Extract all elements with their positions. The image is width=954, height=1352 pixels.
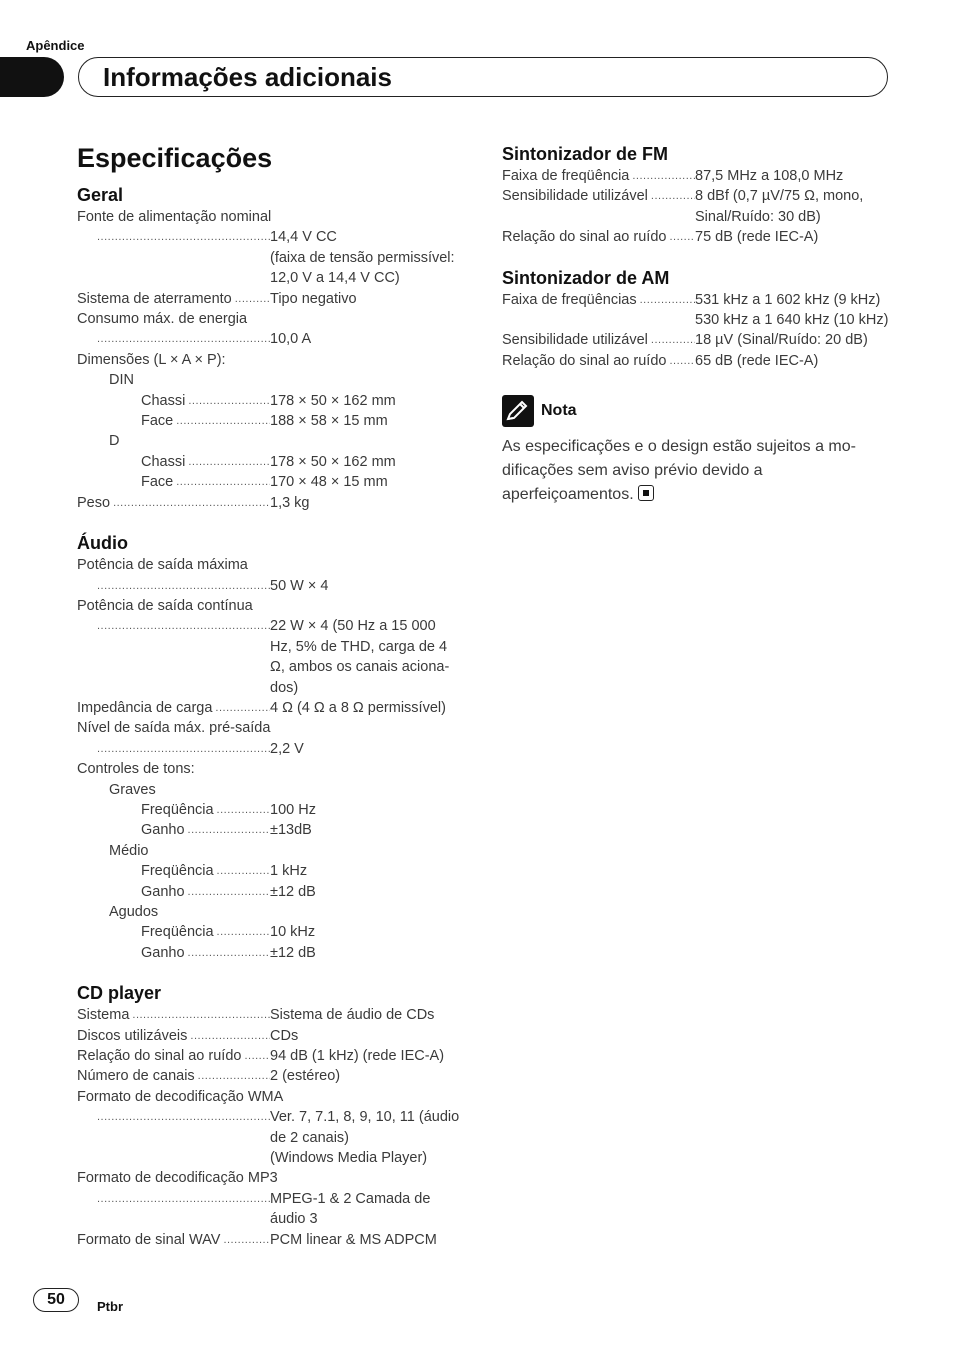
spec-value: 12,0 V a 14,4 V CC) — [270, 270, 400, 287]
note-header — [502, 395, 892, 427]
left-column — [77, 183, 467, 1250]
spec-value: 10,0 A — [270, 331, 312, 348]
spec-value: Ver. 7, 7.1, 8, 9, 10, 11 (áudio — [270, 1109, 460, 1126]
spec-label: Freqüência — [141, 863, 214, 880]
spec-label: Discos utilizáveis — [77, 1027, 188, 1044]
section-title-audio: Áudio — [77, 533, 128, 554]
spec-value: 14,4 V CC — [270, 229, 337, 246]
note-label: Nota — [541, 402, 577, 420]
spec-label: Potência de saída contínua — [77, 597, 253, 614]
leader-dots — [97, 227, 270, 247]
spec-row — [77, 207, 467, 227]
spec-label: Formato de decodificação WMA — [77, 1088, 284, 1105]
spec-value: 8 dBf (0,7 µV/75 Ω, mono, — [695, 188, 864, 205]
spec-value: 75 dB (rede IEC-A) — [695, 229, 819, 246]
end-mark-icon — [638, 485, 654, 501]
spec-value: 2 (estéreo) — [270, 1068, 341, 1085]
spec-value: MPEG-1 & 2 Camada de — [270, 1190, 431, 1207]
spec-label: Chassi — [141, 453, 186, 470]
spec-sublabel: DIN — [109, 372, 134, 389]
spec-label: Controles de tons: — [77, 761, 195, 778]
spec-label: Sistema de aterramento — [77, 290, 232, 307]
spec-row — [77, 289, 467, 309]
spec-label: Potência de saída máxima — [77, 557, 248, 574]
spec-value: 50 W × 4 — [270, 577, 329, 594]
header-bar — [78, 57, 888, 97]
spec-value: 18 µV (Sinal/Ruído: 20 dB) — [695, 332, 868, 349]
spec-value: ±13dB — [270, 822, 312, 839]
spec-label: Freqüência — [141, 924, 214, 941]
spec-value: 1 kHz — [270, 863, 308, 880]
spec-sublabel: Graves — [109, 781, 156, 798]
spec-label: Ganho — [141, 822, 185, 839]
spec-value: 94 dB (1 kHz) (rede IEC-A) — [270, 1048, 445, 1065]
spec-label: Sistema — [77, 1007, 130, 1024]
spec-value: de 2 canais) — [270, 1129, 349, 1146]
spec-label: Ganho — [141, 883, 185, 900]
section-title-am: Sintonizador de AM — [502, 267, 670, 288]
spec-label: Fonte de alimentação nominal — [77, 209, 272, 225]
spec-label: Freqüência — [141, 801, 214, 818]
spec-value: 188 × 58 × 15 mm — [270, 413, 388, 430]
spec-value: Tipo negativo — [270, 290, 357, 307]
note-text: As especificações e o design estão sujeitos a mo-dificações sem aviso prévio devido a aperfeiçoamentos. — [502, 438, 856, 504]
section-tab-marker — [0, 57, 64, 97]
spec-label: Ganho — [141, 944, 185, 961]
spec-value: 2,2 V — [270, 740, 304, 757]
spec-label: Relação do sinal ao ruído — [77, 1048, 242, 1065]
spec-value: Sinal/Ruído: 30 dB) — [695, 208, 821, 225]
spec-label: Face — [141, 413, 174, 430]
pencil-note-icon — [502, 395, 534, 427]
spec-value: (Windows Media Player) — [270, 1150, 428, 1167]
spec-value: 530 kHz a 1 640 kHz (10 kHz) — [695, 312, 889, 329]
spec-value: dos) — [270, 679, 299, 696]
spec-label: Formato de decodificação MP3 — [77, 1170, 278, 1187]
spec-sublabel: Médio — [109, 842, 149, 859]
section-label: Apêndice — [26, 38, 85, 53]
spec-label: Face — [141, 474, 174, 491]
section-title-geral: Geral — [77, 185, 124, 205]
spec-value: 531 kHz a 1 602 kHz (9 kHz) — [695, 291, 881, 308]
spec-label: Relação do sinal ao ruído — [502, 352, 667, 369]
spec-label: Consumo máx. de energia — [77, 311, 248, 328]
spec-value: 1,3 kg — [270, 494, 310, 511]
spec-row — [77, 227, 467, 247]
spec-value: PCM linear & MS ADPCM — [270, 1231, 437, 1248]
spec-label: Faixa de freqüência — [502, 168, 630, 184]
spec-value: Hz, 5% de THD, carga de 4 — [270, 638, 448, 655]
spec-value: 178 × 50 × 162 mm — [270, 453, 396, 470]
section-title-fm: Sintonizador de FM — [502, 144, 668, 164]
spec-sublabel: D — [109, 433, 120, 450]
language-label: Ptbr — [97, 1299, 123, 1314]
spec-value: 100 Hz — [270, 801, 316, 818]
spec-value: Sistema de áudio de CDs — [270, 1007, 435, 1024]
spec-label: Chassi — [141, 392, 186, 409]
page-title: Especificações — [77, 143, 273, 173]
spec-value: 22 W × 4 (50 Hz a 15 000 — [270, 618, 436, 635]
spec-value: 178 × 50 × 162 mm — [270, 392, 396, 409]
right-column — [502, 142, 892, 507]
spec-value: 4 Ω (4 Ω a 8 Ω permissível) — [270, 699, 446, 716]
spec-value: 10 kHz — [270, 924, 316, 941]
spec-value: CDs — [270, 1027, 299, 1044]
spec-value: 170 × 48 × 15 mm — [270, 474, 388, 491]
spec-label: Sensibilidade utilizável — [502, 332, 648, 349]
section-title-cd: CD player — [77, 983, 162, 1004]
spec-label: Sensibilidade utilizável — [502, 188, 648, 205]
spec-label: Impedância de carga — [77, 699, 213, 716]
spec-label: Nível de saída máx. pré-saída — [77, 720, 271, 737]
spec-label: Peso — [77, 494, 111, 511]
spec-value: (faixa de tensão permissível: — [270, 249, 455, 266]
spec-value: ±12 dB — [270, 944, 316, 961]
spec-sublabel: Agudos — [109, 904, 159, 920]
spec-value: Ω, ambos os canais aciona- — [270, 659, 450, 676]
spec-label: Formato de sinal WAV — [77, 1231, 221, 1248]
spec-value: ±12 dB — [270, 883, 316, 900]
spec-value: 65 dB (rede IEC-A) — [695, 352, 819, 369]
spec-label: Faixa de freqüências — [502, 291, 637, 308]
header-title: Informações adicionais — [103, 62, 392, 92]
spec-label: Dimensões (L × A × P): — [77, 351, 226, 368]
spec-value: 87,5 MHz a 108,0 MHz — [695, 168, 844, 184]
page-number: 50 — [33, 1288, 79, 1312]
spec-label: Relação do sinal ao ruído — [502, 229, 667, 246]
spec-label: Número de canais — [77, 1068, 195, 1085]
spec-value: áudio 3 — [270, 1211, 318, 1228]
